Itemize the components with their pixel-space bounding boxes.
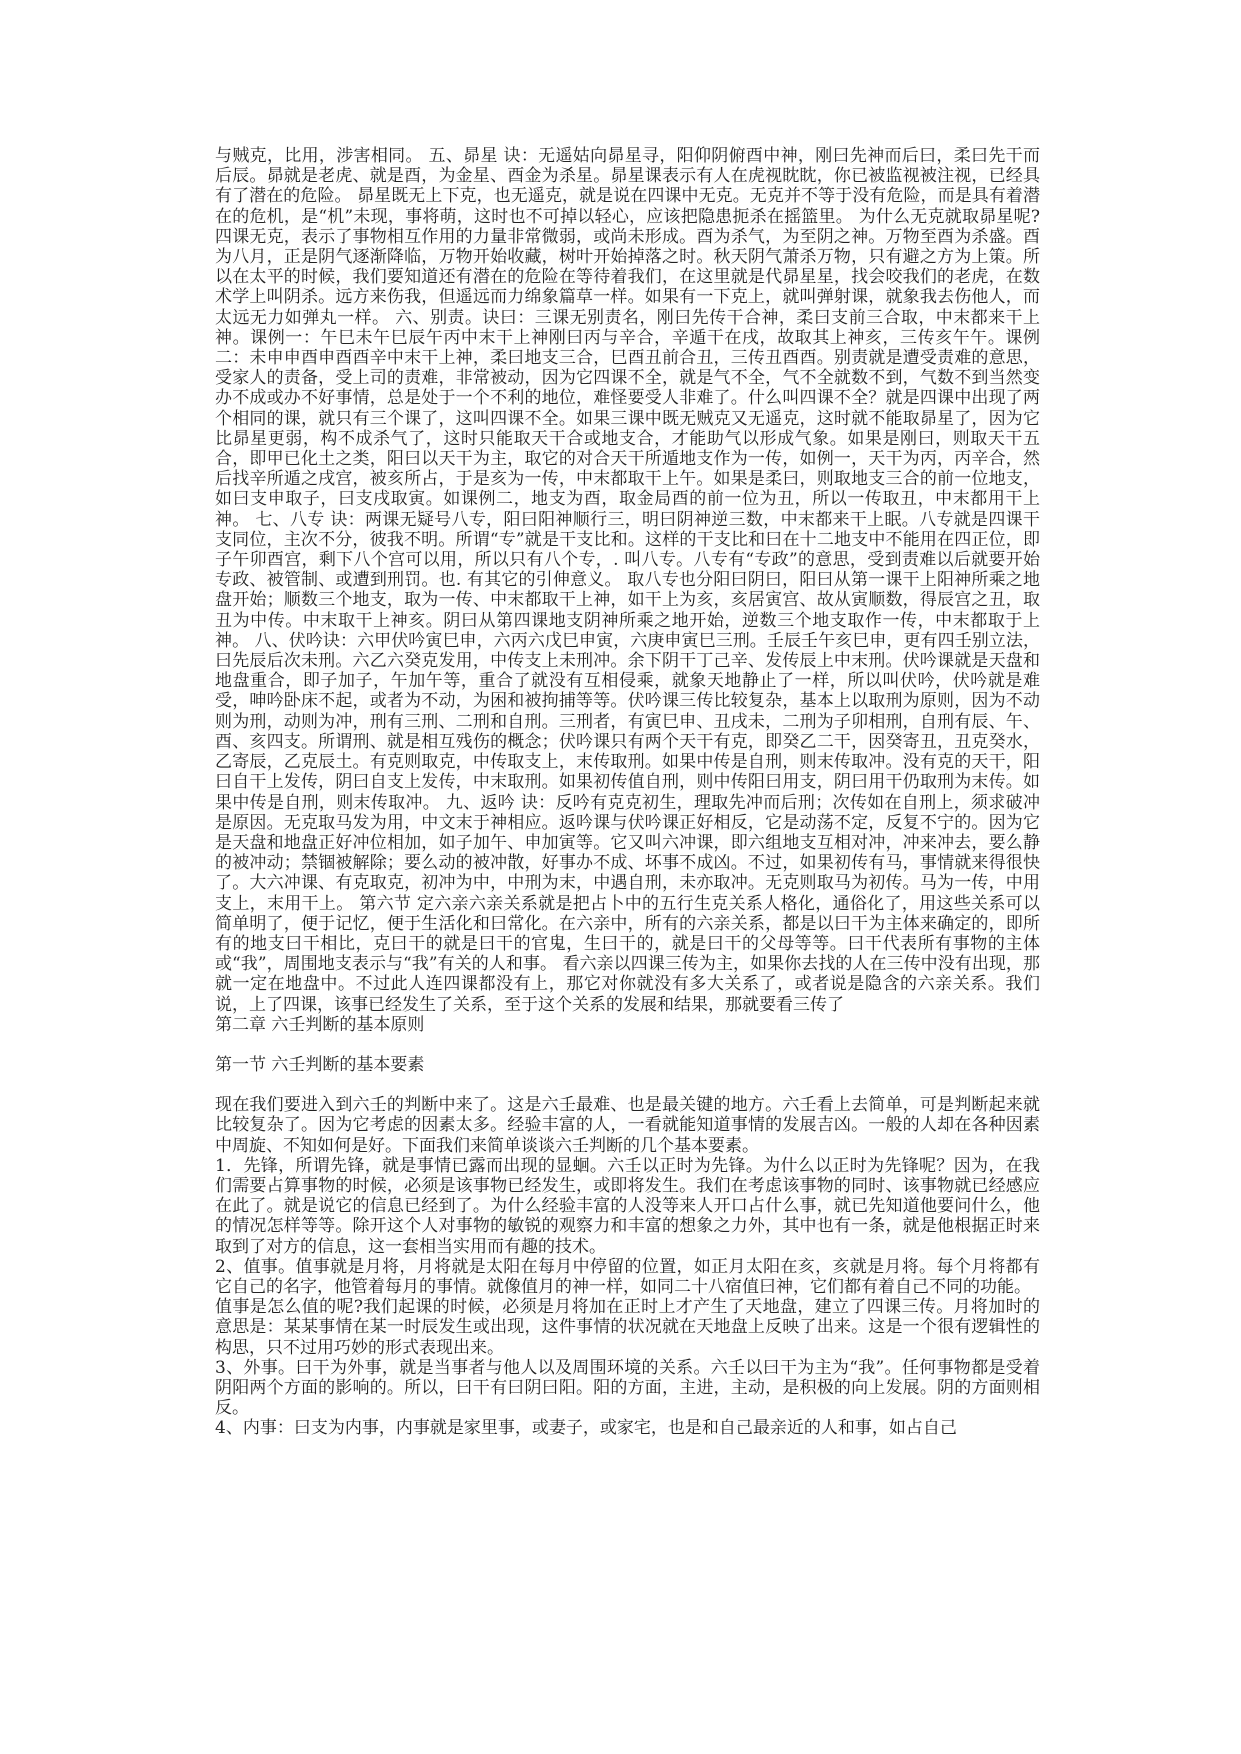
- paragraph-item-4: 4、内事：曰支为内事，内事就是家里事，或妻子，或家宅，也是和自己最亲近的人和事，如占自己: [215, 1418, 957, 1439]
- paragraph-item-2: 2、值事。值事就是月将，月将就是太阳在每月中停留的位置，如正月太阳在亥，亥就是月将。每个月将都有它自己的名字，他管着每月的事情。就像值月的神一样，如同二十八宿值曰神，它们都有着自己不同的功能。: [215, 1256, 1040, 1297]
- paragraph-item-2b: 值事是怎么值的呢?我们起课的时候，必须是月将加在正时上才产生了天地盘，建立了四课三传。月将加时的意思是：某某事情在某一时辰发生或出现，这件事情的状况就在天地盘上反映了出来。这是一个很有逻辑性的构思，只不过用巧妙的形式表现出来。: [215, 1297, 1040, 1358]
- document-body: [215, 146, 1040, 1439]
- blank-line: [215, 1075, 1040, 1095]
- paragraph-section-intro: 现在我们要进入到六壬的判断中来了。这是六壬最难、也是最关键的地方。六壬看上去简单，可是判断起来就比较复杂了。因为它考虑的因素太多。经验丰富的人，一看就能知道事情的发展吉凶。一般的人却在各种因素中周旋、不知如何是好。下面我们来简单谈谈六壬判断的几个基本要素。: [215, 1095, 1040, 1156]
- paragraph-item-1: 1．先锋，所谓先锋，就是事情已露而出现的显蛔。六壬以正时为先锋。为什么以正时为先锋呢？因为，在我们需要占算事物的时候，必须是该事物已经发生，或即将发生。我们在考虑该事物的同时、该事物就已经感应在此了。就是说它的信息已经到了。为什么经验丰富的人没等来人开口占什么事，就已先知道他要问什么，他的情况怎样等等。除开这个人对事物的敏锐的观察力和丰富的想象之力外，其中也有一条，就是他根据正时来取到了对方的信息，这一套相当实用而有趣的技术。: [215, 1155, 1040, 1257]
- paragraph-item-3: 3、外事。曰干为外事，就是当事者与他人以及周围环境的关系。六壬以曰干为主为“我”。任何事物都是受着阴阳两个方面的影响的。所以，曰干有曰阴曰阳。阳的方面，主进，主动，是积极的向上发展。阴的方面则相反。: [215, 1357, 1040, 1419]
- section-title: 第一节 六壬判断的基本要素: [215, 1054, 425, 1075]
- blank-line: [215, 1035, 1040, 1055]
- paragraph-intro: 与贼克，比用，涉害相同。 五、昴星 诀：无遥姑向昴星寻，阳仰阴俯酉中神，刚曰先神而后曰，柔曰先干而后辰。昴就是老虎、就是酉，为金星、酉金为杀星。昴星课表示有人在虎视眈眈，你已被监视被注视，已经具有了潜在的危险。 昴星既无上下克，也无遥克，就是说在四课中无克。无克并不等于没有危险，而是具有着潜在的危机，是“机”未现，事将萌，这时也不可掉以轻心，应该把隐患扼杀在摇篮里。 为什么无克就取昴星呢?四课无克，表示了事物相互作用的力量非常微弱，或尚未形成。酉为杀气，为至阴之神。万物至酉为杀盛。酉为八月，正是阴气逐渐降临，万物开始收藏，树叶开始掉落之时。秋天阴气萧杀万物，只有避之方为上策。所以在太平的时候，我们要知道还有潜在的危险在等待着我们，在这里就是代昴星星，找会咬我们的老虎，在数术学上叫阴杀。远方来伤我，但遥远而力绵象篇草一样。如果有一下克上，就叫弹射课，就象我去伤他人，而太远无力如弹丸一样。 六、别责。诀曰：三课无别责名，刚曰先传干合神，柔曰支前三合取，中末都来干上神。课例一：午巳未午巳辰午丙中末干上神刚曰丙与辛合，辛遁干在戌，故取其上神亥，三传亥午午。课例二：未申申酉申酉酉辛中末干上神，柔曰地支三合，巳酉丑前合丑，三传丑酉酉。别责就是遭受责难的意思，受家人的责备，受上司的责难，非常被动，因为它四课不全，就是气不全，气不全就数不到，气数不到当然变办不成或办不好事情，总是处于一个不利的地位，难怪要受人非难了。什么叫四课不全？就是四课中出现了两个相同的课，就只有三个课了，这叫四课不全。如果三课中既无贼克又无遥克，这时就不能取昴星了，因为它比昴星更弱，构不成杀气了，这时只能取天干合或地支合，才能助气以形成气象。如果是刚曰，则取天干五合，即甲已化土之类，阳曰以天干为主，取它的对合天干所遁地支作为一传，如例一，天干为丙，丙辛合，然后找辛所遁之戌宫，被亥所占，于是亥为一传，中末都取干上午。如果是柔曰，则取地支三合的前一位地支，如曰支申取子，曰支戌取寅。如课例二，地支为酉，取金局酉的前一位为丑，所以一传取丑，中末都用干上神。 七、八专 诀：两课无疑号八专，阳曰阳神顺行三，明曰阴神逆三数，中末都来干上眠。八专就是四课干支同位，主次不分，彼我不明。所谓“专”就是干支比和。这样的干支比和曰在十二地支中不能用在四正位，即子午卯酉宫，剩下八个宫可以用，所以只有八个专，. 叫八专。八专有“专政”的意思，受到责难以后就要开始专政、被管制、或遭到刑罚。也. 有其它的引伸意义。 取八专也分阳曰阴曰，阳曰从第一课干上阳神所乘之地盘开始；顺数三个地支，取为一传、中末都取干上神，如干上为亥，亥居寅宫、故从寅顺数，得辰宫之丑，取丑为中传。中末取干上神亥。阴曰从第四课地支阴神所乘之地开始，逆数三个地支取作一传，中末都取于上神。 八、伏吟诀：六甲伏吟寅巳申，六丙六戊巳申寅，六庚申寅巳三刑。壬辰壬午亥巳申，更有四壬别立法，曰先辰后次未刑。六乙六癸克发用，中传支上未刑冲。余下阴干丁己辛、发传辰上中末刑。伏吟课就是天盘和地盘重合，即子加子，午加午等，重合了就没有互相侵乘，就象天地静止了一样，所以叫伏吟，伏吟就是难受，呻吟卧床不起，或者为不动，为困和被拘捕等等。伏吟课三传比较复杂，基本上以取刑为原则，因为不动则为刑，动则为冲，刑有三刑、二刑和自刑。三刑者，有寅巳申、丑戌未，二刑为子卯相刑，自刑有辰、午、酉、亥四支。所谓刑、就是相互残伤的概念；伏吟课只有两个天干有克，即癸乙二干，因癸寄丑，丑克癸水，乙寄辰，乙克辰土。有克则取克，中传取支上，末传取刑。如果中传是自刑，则末传取冲。没有克的天干，阳曰自干上发传，阴曰自支上发传，中末取刑。如果初传值自刑，则中传阳曰用支，阴曰用干仍取刑为末传。如果中传是自刑，则末传取冲。 九、返吟 诀：反吟有克克初生，理取先冲而后刑；次传如在自刑上，须求破冲是原因。无克取马发为用，中文末于神相应。返吟课与伏吟课正好相反，它是动荡不定，反复不宁的。因为它是天盘和地盘正好冲位相加，如子加午、申加寅等。它又叫六冲课，即六组地支互相对冲，冲来冲去，要么静的被冲动；禁锢被解除；要么动的被冲散，好事办不成、坏事不成凶。不过，如果初传有马，事情就来得很快了。大六冲课、有克取克，初冲为中，中刑为末，中遇自刑，未亦取冲。无克则取马为初传。马为一传，中用支上，末用干上。 第六节 定六亲六亲关系就是把占卜中的五行生克关系人格化，通俗化了，用这些关系可以简单明了，便于记忆，便于生活化和曰常化。在六亲中，所有的六亲关系，都是以曰干为主体来确定的，即所有的地支曰干相比，克曰干的就是曰干的官鬼，生曰干的，就是曰干的父母等等。曰干代表所有事物的主体或“我”，周围地支表示与“我”有关的人和事。 看六亲以四课三传为主，如果你去找的人在三传中没有出现，那就一定在地盘中。不过此人连四课都没有上，那它对你就没有多大关系了，或者说是隐含的六亲关系。我们说，上了四课，该事已经发生了关系，至于这个关系的发展和结果，那就要看三传了: [215, 146, 1040, 1015]
- chapter-title: 第二章 六壬判断的基本原则: [215, 1014, 425, 1035]
